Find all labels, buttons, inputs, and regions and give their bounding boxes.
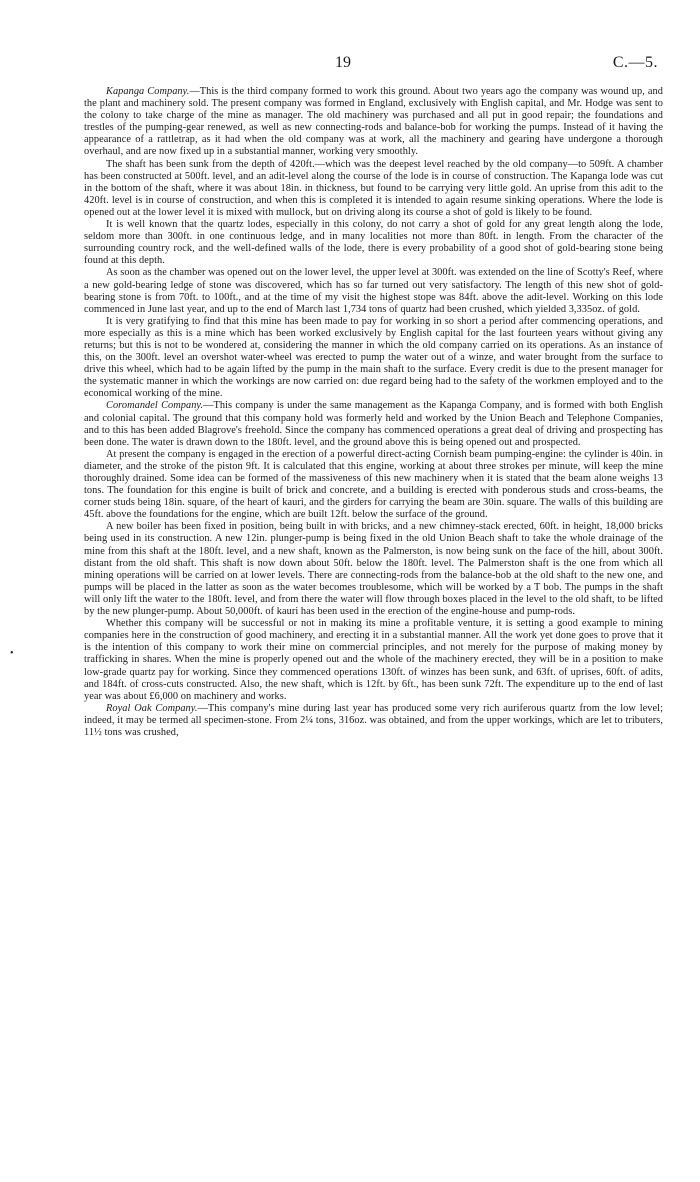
page-header bbox=[0, 54, 700, 74]
paragraph-coromandel-success bbox=[84, 618, 663, 703]
paragraph-kapanga-intro bbox=[84, 86, 663, 159]
body-text bbox=[84, 86, 663, 739]
paragraph-text: —This is the third company formed to work this ground. About two years ago the company was wound up, and the plant and machinery sold. The present company was formed in England, exclusively with English capital, and Mr. Hodge was sent to the colony to take charge of the mine as manager. The old machinery was purchased and all put in good repair; the foundations and trestles of the pumping-gear renewed, as well as new connecting-rods and balance-bob for working the pumps. Instead of it having the appearance of a rattletrap, as it had when the old company was at work, all the machinery and gearing have undergone a thorough overhaul, and are now fixed up in a substantial manner, working very smoothly. bbox=[84, 86, 663, 158]
paragraph-text: At present the company is engaged in the erection of a powerful direct-acting Cornish beam pumping-engine: the cylinder is 40in. in diameter, and the stroke of the piston 9ft. It is calculated that this engine, working at about three strokes per minute, will keep the mine thoroughly drained. Some idea can be formed of the massiveness of this new machinery when it is stated that the beam alone weighs 13 tons. The foundation for this engine is built of brick and concrete, and a building is erected with ponderous studs and cross-beams, the corner studs being 18in. square, of the heart of kauri, and the girders for carrying the beam are 30in. square. The walls of this building are 45ft. above the foundations for the engine, which are built 12ft. below the surface of the ground. bbox=[84, 448, 663, 521]
section-heading-kapanga: Kapanga Company. bbox=[106, 86, 190, 97]
section-heading-coromandel: Coromandel Company. bbox=[106, 400, 204, 412]
paragraph-kapanga-shaft bbox=[84, 159, 663, 219]
paragraph-text: It is very gratifying to find that this mine has been made to pay for working in so short a period after commencing operations, and more especially as this is a mine which has been worked exclusively by English capital for the last fourteen years without giving any returns; but this is not to be wondered at, considering the manner in which the old company carried on its operations. As an instance of this, on the 300ft. level an overshot water-wheel was erected to pump the water out of a winze, and water brought from the surface to drive this wheel, which had to be again lifted by the pump in the main shaft to the surface. Every credit is due to the present manager for the systematic manner in which the workings are now carried on: due regard being had to the safety of the workmen employed and to the economical working of the mine. bbox=[84, 315, 663, 400]
margin-mark: • bbox=[10, 648, 14, 659]
section-heading-royal-oak: Royal Oak Company. bbox=[106, 702, 198, 714]
paragraph-text: Whether this company will be successful or not in making its mine a profitable venture, it is setting a good example to mining companies here in the construction of good machinery, and erecting it in a substantial manner. All the work yet done goes to prove that it is the intention of this company to work their mine on commercial principles, and not merely for the purpose of making money by trafficking in shares. When the mine is properly opened out and the whole of the machinery erected, they will be in a position to make low-grade quartz pay for working. Since they commenced operations 130ft. of winzes has been sunk, and 63ft. of uprises, 60ft. of adits, and 184ft. of cross-cuts constructed. Also, the new shaft, which is 12ft. by 6ft., has been sunk 72ft. The expenditure up to the end of last year was about £6,000 on machinery and works. bbox=[84, 618, 663, 702]
paragraph-coromandel-boiler bbox=[84, 521, 663, 618]
paragraph-text: It is well known that the quartz lodes, especially in this colony, do not carry a shot of gold for any great length along the lode, seldom more than 300ft. in one continuous ledge, and in many localities not more than 80ft. in length. From the character of the surrounding country rock, and the well-defined walls of the lode, there is every probability of a good shot of gold-bearing stone being found at this depth. bbox=[84, 219, 663, 267]
paragraph-text: The shaft has been sunk from the depth of 420ft.—which was the deepest level reached by the old company—to 509ft. A chamber has been constructed at 500ft. level, and an adit-level along the course of the lode is in course of construction. The Kapanga lode was cut in the bottom of the shaft, where it was about 18in. in thickness, but found to be carrying very little gold. An uprise from this adit to the 420ft. level is in course of construction, and when this is completed it is intended to again resume sinking operations. Where the lode is opened out at the lower level it is mixed with mullock, but on driving along its course a shot of gold is likely to be found. bbox=[84, 158, 663, 218]
paragraph-kapanga-gratifying bbox=[84, 316, 663, 401]
paragraph-text: —This company's mine during last year has produced some very rich auriferous quartz from the low level; indeed, it may be termed all specimen-stone. From 2¼ tons, 316oz. was obtained, and from the upper workings, which are let to tributers, 11½ tons was crushed, bbox=[84, 702, 663, 738]
paragraph-kapanga-chamber bbox=[84, 267, 663, 315]
page-number: 19 bbox=[335, 54, 351, 71]
paragraph-text: A new boiler has been fixed in position, being built in with bricks, and a new chimney-stack erected, 60ft. in height, 18,000 bricks being used in its construction. A new 12in. plunger-pump is being fixed in the old Union Beach shaft to take the whole drainage of the mine from this shaft at the 180ft. level, and a new shaft, known as the Palmerston, is now being sunk on the face of the hill, about 300ft. distant from the old shaft. This shaft is now down about 50ft. below the 180ft. level. The Palmerston shaft is the one from which all mining operations will be carried on at lower levels. There are connecting-rods from the balance-bob at the old shaft to the new one, and pumps will be placed in the latter as soon as the water becomes troublesome, which will be worked by a T bob. The pumps in the shaft will only lift the water to the 180ft. level, and from there the water will flow through boxes placed in the level to the old shaft, to be lifted by the new plunger-pump. About 50,000ft. of kauri has been used in the erection of the engine-house and pump-rods. bbox=[84, 521, 663, 618]
paragraph-coromandel-engine bbox=[84, 449, 663, 522]
paragraph-text: As soon as the chamber was opened out on the lower level, the upper level at 300ft. was extended on the line of Scotty's Reef, where a new gold-bearing ledge of stone was discovered, which has so far turned out very satisfactory. The length of this new shot of gold-bearing stone is from 70ft. to 100ft., and at the time of my visit the highest stope was 84ft. above the adit-level. Working on this lode commenced in June last year, and up to the end of March last 1,734 tons of quartz had been crushed, which yielded 3,335oz. of gold. bbox=[84, 267, 663, 315]
paragraph-text: —This company is under the same management as the Kapanga Company, and is formed with both English and colonial capital. The ground that this company hold was formerly held and worked by the Union Beach and Telephone Companies, and to this has been added Blagrove's freehold. Since the company has commenced operations a great deal of driving and prospecting has been done. The water is drawn down to the 180ft. level, and the ground above this is being opened out and prospected. bbox=[84, 400, 663, 448]
paragraph-kapanga-lodes bbox=[84, 219, 663, 267]
paragraph-royal-oak bbox=[84, 703, 663, 739]
page-reference: C.—5. bbox=[612, 54, 658, 71]
paragraph-coromandel-intro bbox=[84, 400, 663, 448]
